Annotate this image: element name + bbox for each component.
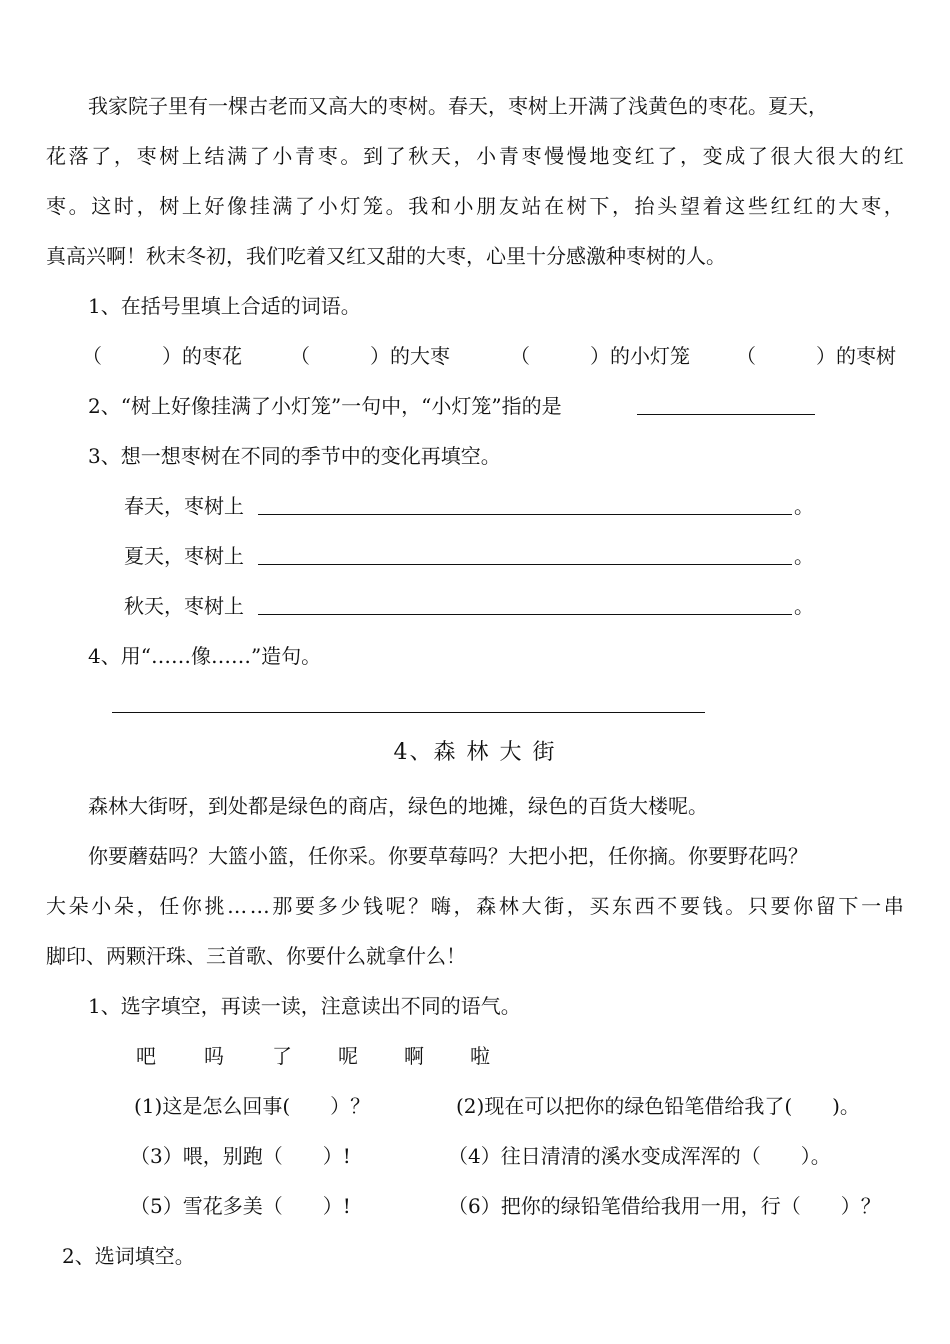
- text-char: 朋: [476, 194, 497, 218]
- text-char: 枣: [521, 144, 542, 168]
- text-char: 了: [657, 144, 678, 168]
- q2-text: 2、“树上好像挂满了小灯笼”一句中，“小灯笼”指的是: [88, 394, 562, 418]
- passage1-line-3: [46, 192, 904, 220]
- text-char: 朵: [68, 894, 89, 918]
- sentence-5: （5）雪花多美（ ）!: [130, 1194, 351, 1218]
- text-char: 任: [159, 894, 180, 918]
- text-char: 小: [91, 894, 112, 918]
- text-char: ，: [612, 194, 633, 218]
- passage2-text-1: 你要蘑菇吗？大篮小篮，任你采。你要草莓吗？大把小把，任你摘。你要野花吗？: [88, 844, 808, 868]
- text-char: 站: [521, 194, 542, 218]
- text-char: 大: [46, 894, 66, 918]
- text-char: 灯: [340, 194, 361, 218]
- text-char: 串: [883, 894, 904, 918]
- text-char: 林: [498, 894, 519, 918]
- q4-answer-line[interactable]: [112, 712, 705, 713]
- passage1-line-4: [46, 242, 726, 270]
- text-char: 枣: [136, 144, 157, 168]
- text-char: 树: [566, 194, 587, 218]
- text-char: 的: [815, 194, 836, 218]
- choice-word-3: 了: [272, 1044, 292, 1068]
- passage2-line-1: [88, 842, 808, 870]
- text-char: 抬: [634, 194, 655, 218]
- text-char: ，: [453, 894, 474, 918]
- q3-spring-period: 。: [794, 494, 814, 518]
- text-char: 不: [657, 894, 678, 918]
- text-char: ，: [679, 144, 700, 168]
- text-char: 要: [770, 894, 791, 918]
- text-char: 这: [725, 194, 746, 218]
- text-char: 望: [679, 194, 700, 218]
- q1-instruction: 1、在括号里填上合适的词语。: [88, 294, 361, 318]
- text-char: 时: [113, 194, 134, 218]
- text-char: 下: [589, 194, 610, 218]
- text-char: 了: [385, 144, 406, 168]
- q3-spring-answer-line[interactable]: [258, 514, 792, 515]
- text-char: 好: [204, 194, 225, 218]
- text-char: 嗨: [430, 894, 451, 918]
- text-char: 红: [793, 194, 814, 218]
- q1-blank-1: （ ）的枣花: [82, 344, 242, 368]
- text-char: 青: [498, 144, 519, 168]
- choice-word-5: 啊: [404, 1044, 424, 1068]
- text-char: 枣: [46, 194, 66, 218]
- sentence-4: （4）往日清清的溪水变成浑浑的（ ）。: [448, 1144, 831, 1168]
- q1-blank-3: （ ）的小灯笼: [510, 344, 690, 368]
- text-char: 钱: [362, 894, 383, 918]
- q3-spring-label: 春天，枣树上: [124, 494, 244, 518]
- text-char: 大: [838, 194, 859, 218]
- section-title: 4、森 林 大 街: [393, 740, 557, 765]
- text-char: 街: [544, 894, 565, 918]
- text-char: 了: [249, 144, 270, 168]
- text-char: 一: [861, 894, 882, 918]
- text-char: 森: [476, 894, 497, 918]
- text-char: 大: [521, 894, 542, 918]
- text-char: 秋: [408, 144, 429, 168]
- text-char: 东: [612, 894, 633, 918]
- text-char: 上: [181, 194, 202, 218]
- text-char: ，: [113, 144, 134, 168]
- text-char: 你: [181, 894, 202, 918]
- sentence-6: （6）把你的绿铅笔借给我用一用，行（ ）？: [448, 1194, 881, 1218]
- q2-2-instruction: 2、选词填空。: [62, 1244, 195, 1268]
- choice-word-6: 啦: [470, 1044, 490, 1068]
- sentence-2: (2)现在可以把你的绿色铅笔借给我了( )。: [456, 1094, 860, 1118]
- text-char: 树: [159, 144, 180, 168]
- text-char: 上: [181, 144, 202, 168]
- text-char: 在: [544, 194, 565, 218]
- passage1-text-1: 我家院子里有一棵古老而又高大的枣树。春天，枣树上开满了浅黄色的枣花。夏天，: [88, 94, 828, 118]
- q2-1-instruction: 1、选字填空，再读一读，注意读出不同的语气。: [88, 994, 521, 1018]
- text-char: 呢: [385, 894, 406, 918]
- text-char: 多: [317, 894, 338, 918]
- text-char: ，: [883, 194, 904, 218]
- q1-blank-2: （ ）的大枣: [290, 344, 450, 368]
- text-char: 钱: [702, 894, 723, 918]
- text-char: 我: [408, 194, 429, 218]
- text-char: 落: [68, 144, 89, 168]
- text-char: 很: [815, 144, 836, 168]
- text-char: 像: [227, 194, 248, 218]
- q3-autumn-answer-line[interactable]: [258, 614, 792, 615]
- text-char: 笼: [362, 194, 383, 218]
- passage1-text-4: 真高兴啊！秋末冬初，我们吃着又红又甜的大枣，心里十分感激种枣树的人。: [46, 244, 726, 268]
- q3-summer-answer-line[interactable]: [258, 564, 792, 565]
- q4-instruction: 4、用“……像……”造句。: [88, 644, 322, 668]
- text-char: 天: [430, 144, 451, 168]
- text-char: 那: [272, 894, 293, 918]
- text-char: 红: [770, 194, 791, 218]
- text-char: ，: [453, 144, 474, 168]
- text-char: 你: [793, 894, 814, 918]
- text-char: 只: [747, 894, 768, 918]
- passage2-line-3: [46, 942, 466, 970]
- text-char: 挂: [249, 194, 270, 218]
- text-char: 到: [362, 144, 383, 168]
- text-char: 小: [317, 194, 338, 218]
- text-char: 了: [295, 194, 316, 218]
- text-char: 花: [46, 144, 66, 168]
- text-char: 留: [815, 894, 836, 918]
- text-char: 满: [227, 144, 248, 168]
- text-char: 成: [725, 144, 746, 168]
- text-char: 小: [272, 144, 293, 168]
- passage1-line-2: [46, 142, 904, 170]
- passage2-para-1: 森林大街呀，到处都是绿色的商店，绿色的地摊，绿色的百货大楼呢。: [88, 794, 708, 818]
- text-char: 。: [725, 894, 746, 918]
- text-char: 的: [861, 144, 882, 168]
- text-char: …: [227, 894, 248, 918]
- text-char: 慢: [566, 144, 587, 168]
- text-char: 要: [679, 894, 700, 918]
- passage2-text-3: 脚印、两颗汗珠、三首歌、你要什么就拿什么！: [46, 944, 466, 968]
- text-char: 小: [453, 194, 474, 218]
- text-char: 要: [295, 894, 316, 918]
- choice-word-4: 呢: [338, 1044, 358, 1068]
- text-char: 慢: [544, 144, 565, 168]
- sentence-3: （3）喂，别跑（ ）!: [130, 1144, 351, 1168]
- text-char: 和: [430, 194, 451, 218]
- passage1-line-1: [88, 92, 828, 120]
- text-char: 地: [589, 144, 610, 168]
- text-char: 满: [272, 194, 293, 218]
- choice-word-2: 吗: [204, 1044, 224, 1068]
- text-char: 了: [91, 144, 112, 168]
- text-char: 小: [476, 144, 497, 168]
- text-char: 结: [204, 144, 225, 168]
- text-char: 少: [340, 894, 361, 918]
- text-char: 。: [340, 144, 361, 168]
- text-char: 红: [883, 144, 904, 168]
- q3-autumn-label: 秋天，枣树上: [124, 594, 244, 618]
- text-char: 。: [385, 194, 406, 218]
- text-char: 青: [295, 144, 316, 168]
- text-char: 着: [702, 194, 723, 218]
- q2-answer-line[interactable]: [637, 414, 815, 415]
- text-char: 友: [498, 194, 519, 218]
- text-char: 头: [657, 194, 678, 218]
- text-char: 西: [634, 894, 655, 918]
- text-char: ？: [408, 894, 429, 918]
- passage2-line-2: [46, 892, 904, 920]
- text-char: 树: [159, 194, 180, 218]
- text-char: 大: [793, 144, 814, 168]
- text-char: 下: [838, 894, 859, 918]
- q3-summer-period: 。: [794, 544, 814, 568]
- text-char: ，: [136, 194, 157, 218]
- text-char: 红: [634, 144, 655, 168]
- text-char: 。: [68, 194, 89, 218]
- text-char: 大: [838, 144, 859, 168]
- sentence-1: (1)这是怎么回事( ）？: [134, 1094, 371, 1118]
- text-char: ，: [136, 894, 157, 918]
- text-char: 枣: [861, 194, 882, 218]
- q3-summer-label: 夏天，枣树上: [124, 544, 244, 568]
- text-char: ，: [566, 894, 587, 918]
- text-char: 买: [589, 894, 610, 918]
- q1-blank-4: （ ）的枣树: [736, 344, 896, 368]
- text-char: …: [249, 894, 270, 918]
- text-char: 这: [91, 194, 112, 218]
- text-char: 枣: [317, 144, 338, 168]
- text-char: 很: [770, 144, 791, 168]
- text-char: 变: [612, 144, 633, 168]
- text-char: 了: [747, 144, 768, 168]
- text-char: 朵: [113, 894, 134, 918]
- text-char: 变: [702, 144, 723, 168]
- q3-autumn-period: 。: [794, 594, 814, 618]
- text-char: 挑: [204, 894, 225, 918]
- choice-word-1: 吧: [136, 1044, 156, 1068]
- text-char: 些: [747, 194, 768, 218]
- q3-instruction: 3、想一想枣树在不同的季节中的变化再填空。: [88, 444, 501, 468]
